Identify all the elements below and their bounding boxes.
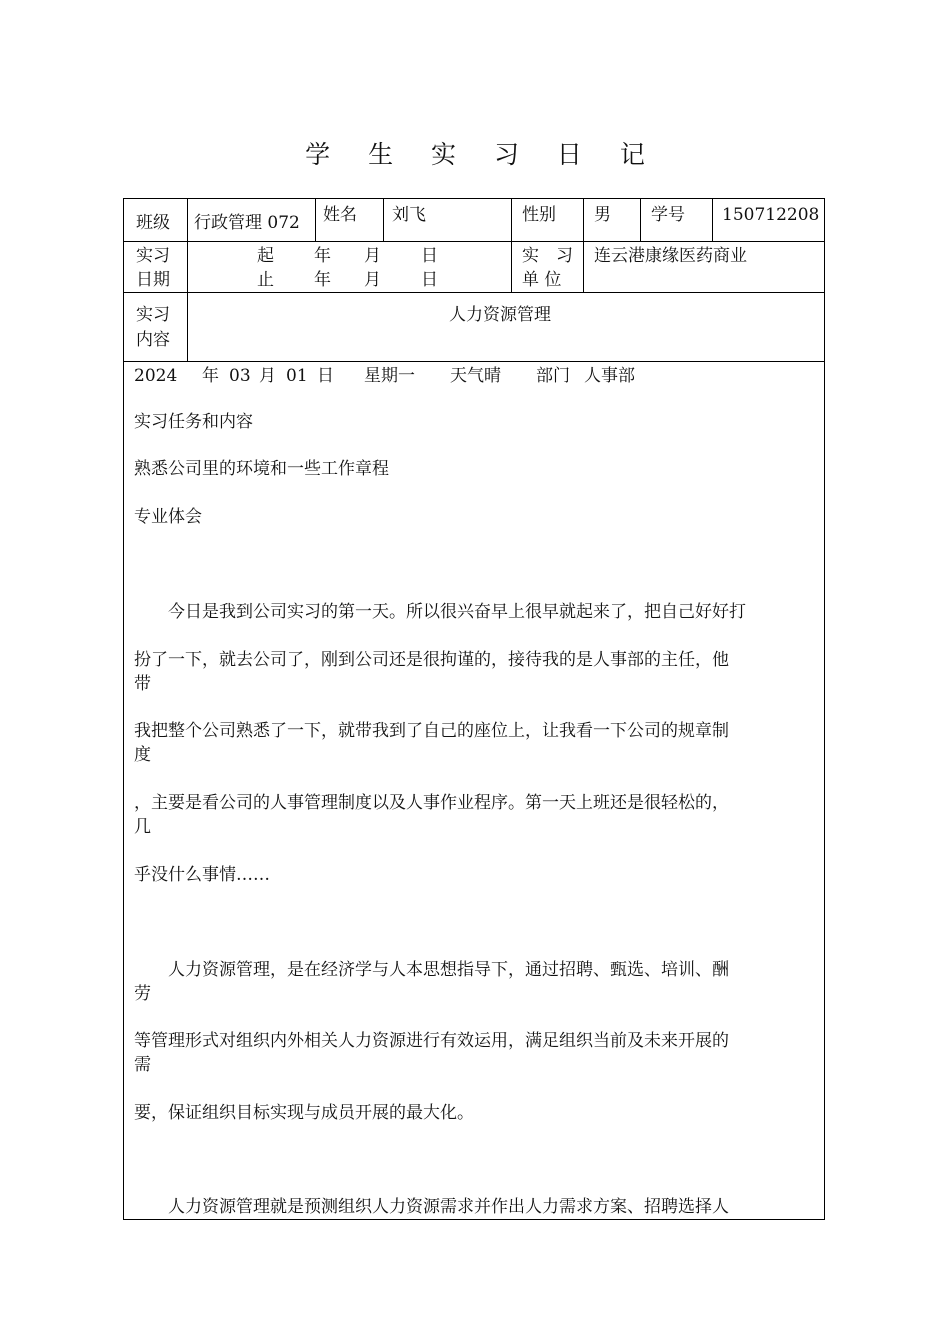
paragraph-line: 我把整个公司熟悉了一下，就带我到了自己的座位上，让我看一下公司的规章制 [134,721,729,741]
entry-weekday: 星期一 [364,366,415,386]
name-label: 姓名 [323,205,357,225]
content-label: 内容 [136,330,170,350]
end-day-label: 日 [421,270,438,290]
task-text: 熟悉公司里的环境和一些工作章程 [134,459,389,479]
paragraph-line: 人力资源管理就是预测组织人力资源需求并作出人力需求方案、招聘选择人 [134,1197,729,1217]
class-value: 行政管理 072 [194,213,300,233]
unit-value: 连云港康缘医药商业 [594,246,747,266]
row-divider [124,241,824,242]
gender-value: 男 [594,205,611,225]
row-divider [124,292,824,293]
end-year-label: 年 [314,270,331,290]
gender-label: 性别 [522,205,556,225]
page-title: 学 生 实 习 日 记 [305,140,660,169]
paragraph-line: 今日是我到公司实习的第一天。所以很兴奋早上很早就起来了，把自己好好打 [134,602,746,622]
column-divider [187,199,188,361]
column-divider [315,199,316,241]
name-value: 刘飞 [392,205,426,225]
student-id-value: 150712208 [722,205,820,225]
paragraph-line: 要，保证组织目标实现与成员开展的最大化。 [134,1103,474,1123]
column-divider [583,199,584,292]
paragraph-line: 扮了一下，就去公司了，刚到公司还是很拘谨的，接待我的是人事部的主任，他 [134,650,729,670]
entry-dept-value: 人事部 [584,366,635,386]
unit-label: 单 位 [522,270,562,290]
column-divider [511,199,512,292]
column-divider [640,199,641,241]
paragraph-line: 劳 [134,984,151,1004]
start-date-marker: 起 [257,246,274,266]
student-id-label: 学号 [651,205,685,225]
date-label: 日期 [136,270,170,290]
end-date-marker: 止 [257,270,274,290]
paragraph-line: 乎没什么事情…… [134,865,270,885]
paragraph-line: 等管理形式对组织内外相关人力资源进行有效运用，满足组织当前及未来开展的 [134,1031,729,1051]
entry-day-label: 日 [317,366,334,386]
date-label: 实习 [136,246,170,266]
start-day-label: 日 [421,246,438,266]
row-divider [124,361,824,362]
class-label: 班级 [136,213,170,233]
entry-weather: 天气晴 [450,366,501,386]
content-label: 实习 [136,305,170,325]
paragraph-line: 度 [134,745,151,765]
entry-month: 03 [229,366,251,386]
paragraph-line: 带 [134,674,151,694]
start-year-label: 年 [314,246,331,266]
entry-month-label: 月 [259,366,276,386]
paragraph-line: ，主要是看公司的人事管理制度以及人事作业程序。第一天上班还是很轻松的， [134,793,729,813]
entry-year: 2024 [134,366,178,386]
column-divider [383,199,384,241]
paragraph-line: 人力资源管理，是在经济学与人本思想指导下，通过招聘、甄选、培训、酬 [134,960,729,980]
entry-day: 01 [286,366,308,386]
paragraph-line: 几 [134,817,151,837]
column-divider [712,199,713,241]
content-value: 人力资源管理 [449,305,551,325]
task-heading: 实习任务和内容 [134,412,253,432]
reflection-heading: 专业体会 [134,507,202,527]
diary-form [123,198,825,1220]
start-month-label: 月 [364,246,381,266]
end-month-label: 月 [364,270,381,290]
entry-dept-label: 部门 [536,366,570,386]
unit-label: 实 习 [522,246,573,266]
entry-year-label: 年 [202,366,219,386]
paragraph-line: 需 [134,1055,151,1075]
